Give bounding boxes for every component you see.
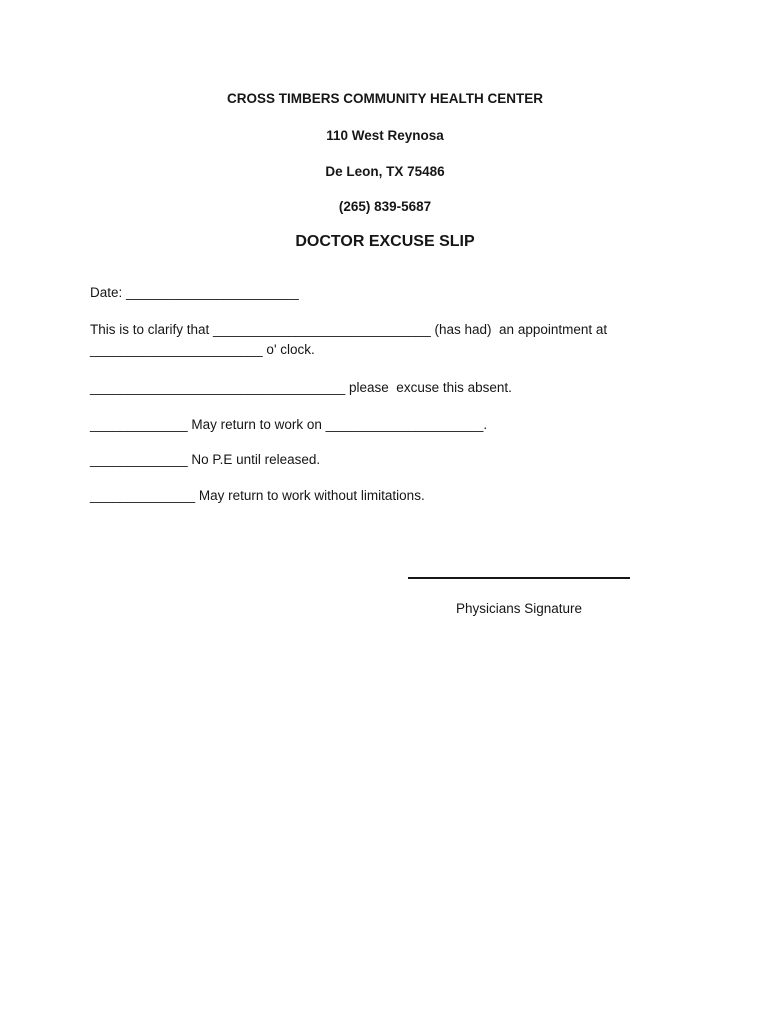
signature-label: Physicians Signature (455, 601, 583, 616)
no-pe-line: _____________ No P.E until released. (90, 452, 321, 467)
signature-line (408, 577, 630, 579)
city-state-zip: De Leon, TX 75486 (325, 164, 445, 179)
date-line: Date: _______________________ (90, 285, 299, 300)
clarify-line-2: _______________________ o' clock. (90, 342, 315, 357)
clarify-line-1: This is to clarify that _____________________________ (has had) an appointment at (90, 322, 608, 337)
organization-name: CROSS TIMBERS COMMUNITY HEALTH CENTER (226, 91, 543, 106)
address-line: 110 West Reynosa (326, 128, 444, 143)
no-limitations-line: ______________ May return to work without limitations. (90, 488, 425, 503)
excuse-line: __________________________________ please excuse this absent. (90, 380, 512, 395)
phone-number: (265) 839-5687 (338, 199, 432, 214)
document-title: DOCTOR EXCUSE SLIP (295, 233, 475, 250)
return-work-line: _____________ May return to work on _____________________. (90, 417, 488, 432)
